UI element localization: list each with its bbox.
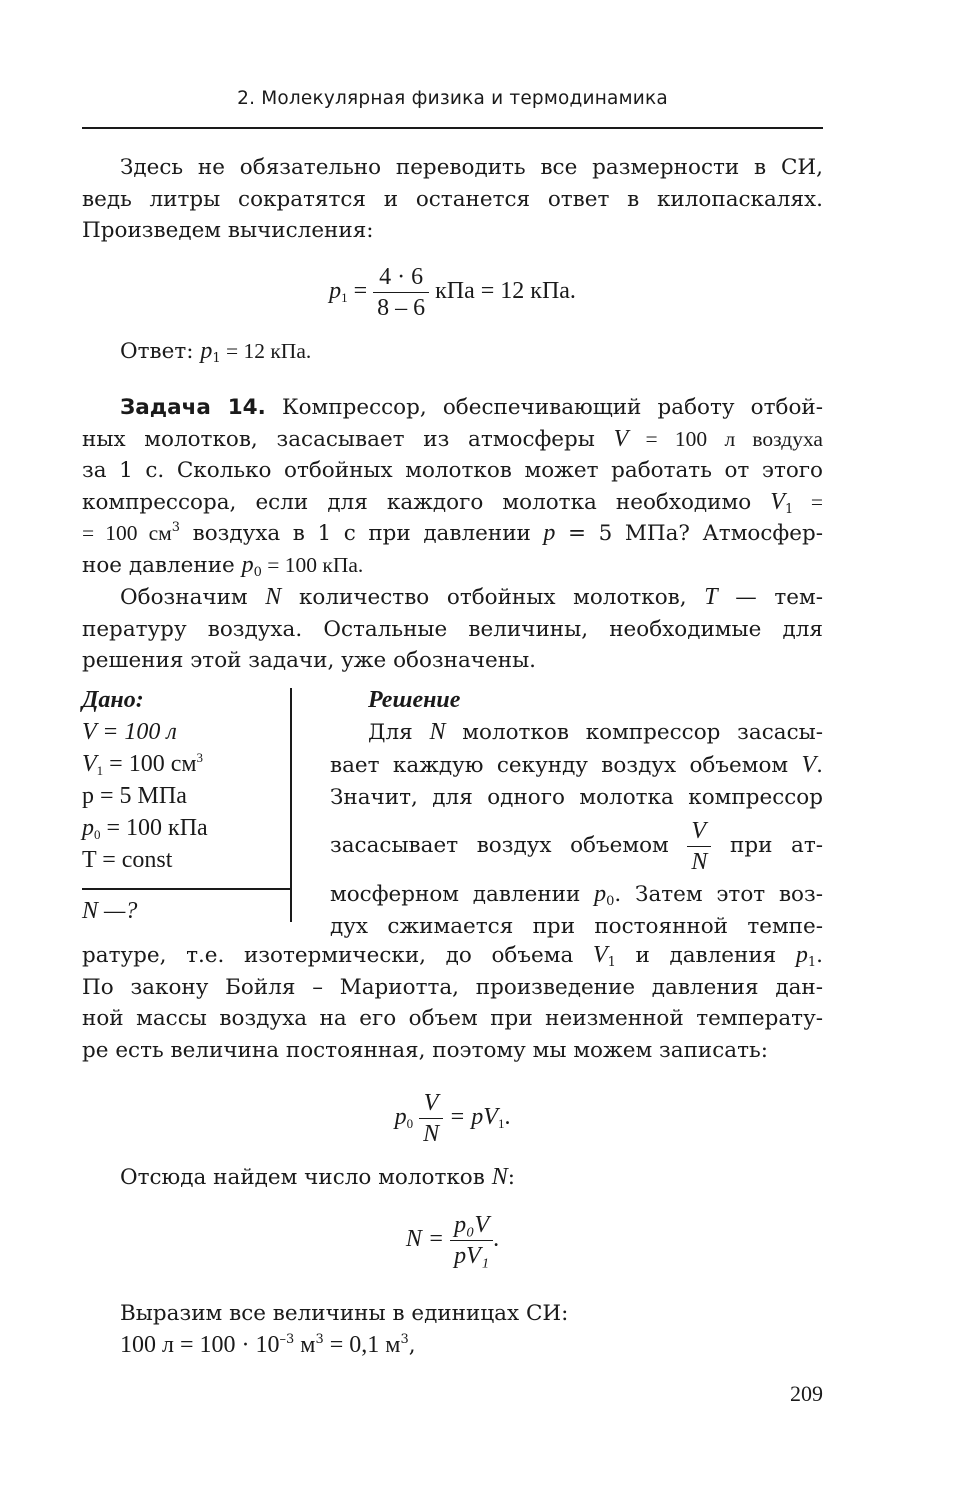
formula-p1: $p_1$ = $\frac{4 \cdot 6}{8 - 6}$ кПа = 12 кПа. xyxy=(329,264,576,321)
page-number: 209 xyxy=(790,1381,823,1406)
fraction: $\frac{\text{p₀V}}{\text{pV₁}}$ xyxy=(450,1210,493,1271)
continuation-paragraph: ратуре, т.е. изотермически, до объема $V_1$ и давления $p_1$. По закону Бойля – Мариотта, произведение давления дан- ной массы воздуха на его объем при неизменной температу- ре есть величина постоянная, поэтому мы можем записать: xyxy=(82,942,823,1063)
given-title: Дано: xyxy=(82,687,144,713)
header-rule xyxy=(82,127,823,129)
problem-title: Задача 14. xyxy=(120,395,266,420)
given-row: T = const xyxy=(82,847,173,873)
find-n-line: Отсюда найдем число молотков N: xyxy=(120,1164,515,1190)
intro-paragraph xyxy=(82,152,823,247)
intro-line: Здесь не обязательно переводить все размерности в СИ, xyxy=(120,155,823,180)
answer-line: Ответ: $p_1 = 12$ кПа. xyxy=(120,338,312,366)
formula-boyle: $p_0$ $\frac{V}{N}$ = $pV_1$. xyxy=(394,1090,511,1147)
given-block xyxy=(82,684,290,876)
problem-14: Задача 14. Компрессор, обеспечивающий работу отбой- ных молотков, засасывает из атмосферы V = 100 л воздуха за 1 с. Сколько отбойных молотков может работать от этого компрессора, если для каждого молотка необходимо $V_1$ = = 100 $см^3$ воздуха в 1 с при давлении p = 5 МПа? Атмосфер- ное давление $p_0 = 100$ кПа. xyxy=(82,395,823,580)
given-divider-horizontal xyxy=(82,888,292,890)
given-row: $V_1 = 100$ $см^3$ xyxy=(82,750,204,778)
given-divider-vertical xyxy=(290,688,292,922)
si-conversion: Выразим все величины в единицах СИ: 100 $л = 100 \cdot 10^{-3}$ $м^3 = 0,1$ $м^3$, xyxy=(120,1301,569,1358)
find-value: N —? xyxy=(82,898,138,924)
fraction: $\frac{V}{N}$ xyxy=(419,1088,443,1149)
notation-paragraph: Обозначим N количество отбойных молотков, T — тем- пературу воздуха. Остальные величины, необходимые для решения этой задачи, уже обозначены. xyxy=(82,584,823,673)
intro-line: Произведем вычисления: xyxy=(82,218,374,243)
formula-n: N = $\frac{\text{p₀V}}{\text{pV₁}}$ . xyxy=(405,1212,500,1269)
solution-title: Решение xyxy=(368,687,461,713)
running-header: 2. Молекулярная физика и термодинамика xyxy=(237,88,668,109)
solution-block: Решение Для N молотков компрессор засасы- вает каждую секунду воздух объемом V. Значит, для одного молотка компрессор засасывает воздух объемом $\frac{V}{N}$ при ат- мосферном давлении $p_0$. Затем этот воз- дух сжимается при постоянной темпе- xyxy=(330,684,823,943)
given-row: $p_0 = 100$ кПа xyxy=(82,815,208,842)
intro-line: ведь литры сократятся и останется ответ в килопаскалях. xyxy=(82,186,823,212)
given-row: p = 5 МПа xyxy=(82,783,187,809)
given-row: V = 100 л xyxy=(82,719,177,745)
fraction: $\frac{4 \cdot 6}{8 - 6}$ xyxy=(373,262,429,323)
fraction: $\frac{V}{N}$ xyxy=(687,816,711,877)
